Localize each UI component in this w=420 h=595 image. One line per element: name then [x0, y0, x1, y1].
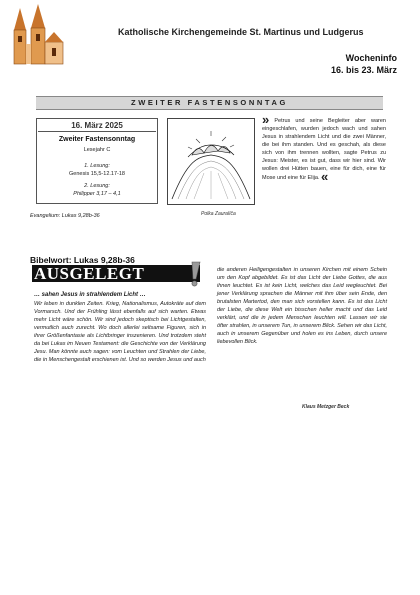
section-banner	[36, 96, 383, 110]
tabernacles-drawing	[167, 118, 255, 205]
divider	[38, 131, 156, 132]
exclamation-icon	[185, 261, 203, 287]
church-logo	[8, 4, 68, 66]
commentary-left-column	[34, 291, 206, 364]
section-title: ZWEITER FASTENSONNTAG	[131, 98, 288, 107]
sunday-date: 16. März 2025	[71, 121, 123, 130]
quote-close-mark: «	[321, 169, 329, 184]
wocheninfo-block	[331, 52, 397, 76]
ausgelegt-banner	[32, 265, 200, 282]
commentary-lead: … sahen Jesus in strahlendem Licht …	[34, 292, 146, 298]
parish-name: Katholische Kirchengemeinde St. Martinus und Ludgerus	[118, 27, 364, 37]
quote-open-mark: »	[262, 112, 270, 127]
quote-text: Petrus und seine Begleiter aber waren eingeschlafen, wurden jedoch wach und sahen Jesus in strahlendem Licht und die zwei Männer, die bei ihm standen. Und es geschah, als diese sich von ihm trennen wollten, sagte Petrus zu Jesus: Meister, es ist gut, dass wir hier sind. Wir wollen drei Hütten bauen, eine für dich, eine für Mose und eine für Elija.	[262, 118, 386, 181]
evangelium-ref: Evangelium: Lukas 9,28b-36	[30, 213, 100, 219]
ausgelegt-label: AUSGELEGT	[34, 264, 145, 283]
wocheninfo-label: Wocheninfo	[345, 53, 397, 63]
lesung1-label: 1. Lesung:	[84, 163, 110, 169]
commentary-left-text: Wir leben in dunklen Zeiten. Krieg, Nationalismus, Autokräte auf dem Vormarsch. Und der Frühling lässt ebenfalls auf sich warten. Etwas mehr Licht wäre schön. Wir sind jedoch skeptisch bei Lichtgestalten, vermutlich auch zurecht. Wo doch allerlei seltsame Figuren, sich in ihrer Größenfantasie als Lichtbringer inszenieren. Und trotzdem steht da bei Lukas im Neuen Testament: die Geschichte von der Verklärung Jesu. Man könnte auch sagen: vom Leuchten und Strahlen der Liebe, die in Menschengestalt erschienen ist. Und so werden Jesus und auch	[34, 301, 206, 363]
sunday-info-box	[36, 118, 158, 204]
lesung2-label: 2. Lesung:	[84, 183, 110, 189]
author-signature: Klaus Metzger Beck	[302, 404, 350, 410]
sunday-title: Zweiter Fastensonntag	[58, 136, 136, 143]
commentary-right-column	[217, 266, 387, 346]
lesejahr: Lesejahr C	[83, 147, 111, 153]
commentary-right-text: die anderen Heiligengestalten in unseren Kirchen mit einem Schein um den Kopf abgebildet. Es ist das Licht der Liebe Gottes, die aus ihnen leuchtet. Es ist kein Licht, welches das Leid wegleuchtet. Bei jener Verklärung sprachen die Männer mit ihm über sein Ende, den brutalsten Martertod, den man sich vorstellen kann. Es ist das Licht der Liebe, die diese Welt ein bisschen heller macht und das Leid verklärt, und die in jedem Menschen leuchten will. Lassen wir sie öfter strahlen, in unserem Tun, in unserem Blick. Sehen wir das Licht, auch in unserem Gegenüber und holen es ins Leben, durch unsere liebevollen Blick.	[217, 267, 387, 345]
lesung1-ref: Genesis 15,5-12.17-18	[69, 171, 125, 177]
picture-credit: Polka Zauralíča	[201, 211, 236, 217]
date-range: 16. bis 23. März	[330, 65, 397, 75]
scripture-quote	[262, 112, 386, 184]
lesung2-ref: Philipper 3,17 – 4,1	[73, 191, 121, 197]
bibelwort-heading: Bibelwort: Lukas 9,28b-36	[30, 255, 135, 265]
